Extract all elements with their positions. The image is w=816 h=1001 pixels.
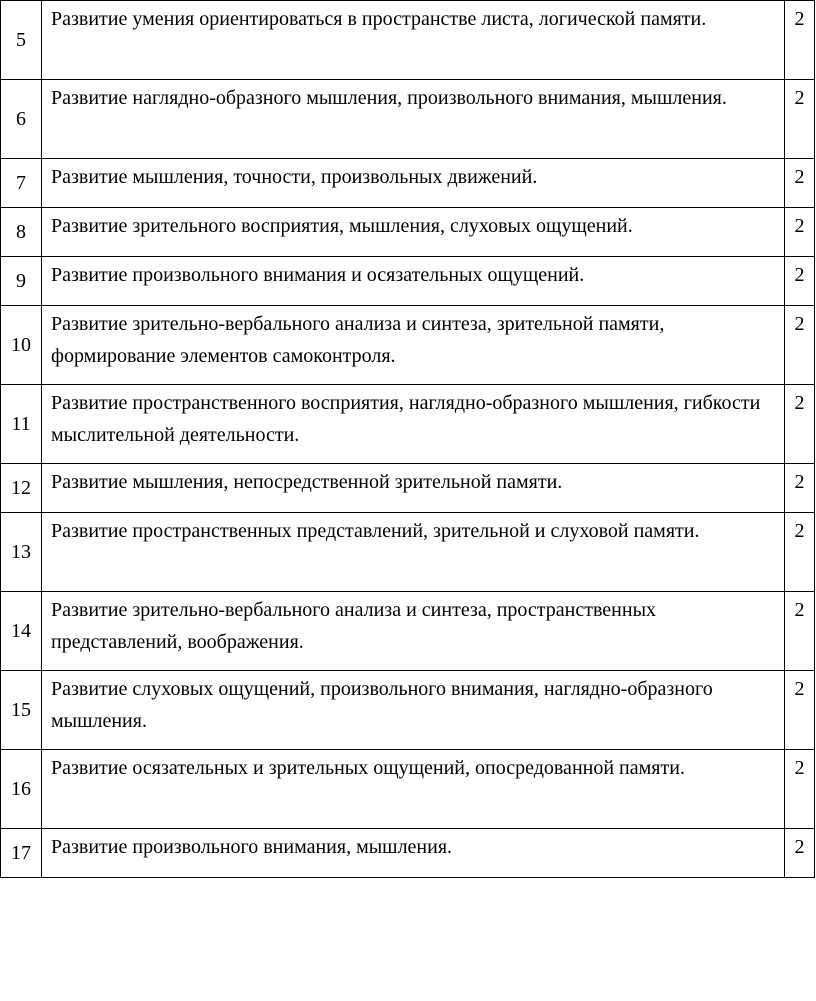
table-body [1,1,815,878]
lesson-number: 14 [1,592,42,671]
table-row [1,750,815,829]
table-row [1,306,815,385]
lesson-number: 8 [1,208,42,257]
lesson-hours: 2 [785,464,815,513]
table-row [1,464,815,513]
lesson-hours: 2 [785,306,815,385]
lesson-topic: Развитие зрительно-вербального анализа и синтеза, пространственных представлений, воображения. [42,592,785,671]
lesson-topic: Развитие умения ориентироваться в пространстве листа, логической памяти. [42,1,785,80]
table-row [1,208,815,257]
lesson-hours: 2 [785,513,815,592]
lesson-number: 16 [1,750,42,829]
lesson-number: 10 [1,306,42,385]
lesson-topic: Развитие мышления, непосредственной зрительной памяти. [42,464,785,513]
lesson-hours: 2 [785,671,815,750]
lesson-topic: Развитие зрительного восприятия, мышления, слуховых ощущений. [42,208,785,257]
lesson-topic: Развитие зрительно-вербального анализа и синтеза, зрительной памяти, формирование элементов самоконтроля. [42,306,785,385]
lesson-hours: 2 [785,1,815,80]
lesson-hours: 2 [785,80,815,159]
lesson-number: 9 [1,257,42,306]
lesson-hours: 2 [785,159,815,208]
table-row [1,592,815,671]
table-row [1,80,815,159]
lesson-number: 11 [1,385,42,464]
lesson-hours: 2 [785,829,815,878]
lesson-topic: Развитие слуховых ощущений, произвольного внимания, наглядно-образного мышления. [42,671,785,750]
lesson-number: 7 [1,159,42,208]
table-row [1,829,815,878]
lesson-hours: 2 [785,385,815,464]
table-row [1,159,815,208]
lesson-number: 15 [1,671,42,750]
table-row [1,385,815,464]
lesson-hours: 2 [785,592,815,671]
lesson-topic: Развитие осязательных и зрительных ощущений, опосредованной памяти. [42,750,785,829]
lesson-number: 6 [1,80,42,159]
table-row [1,257,815,306]
lesson-topic: Развитие произвольного внимания, мышления. [42,829,785,878]
lesson-topic: Развитие пространственных представлений, зрительной и слуховой памяти. [42,513,785,592]
lesson-topic: Развитие наглядно-образного мышления, произвольного внимания, мышления. [42,80,785,159]
lesson-number: 17 [1,829,42,878]
lesson-topic: Развитие мышления, точности, произвольных движений. [42,159,785,208]
lesson-hours: 2 [785,208,815,257]
lesson-hours: 2 [785,257,815,306]
table-row [1,513,815,592]
lesson-topic: Развитие пространственного восприятия, наглядно-образного мышления, гибкости мыслительной деятельности. [42,385,785,464]
table-row [1,1,815,80]
table-row [1,671,815,750]
lesson-hours: 2 [785,750,815,829]
lesson-number: 5 [1,1,42,80]
lesson-number: 13 [1,513,42,592]
lesson-number: 12 [1,464,42,513]
lesson-topic: Развитие произвольного внимания и осязательных ощущений. [42,257,785,306]
